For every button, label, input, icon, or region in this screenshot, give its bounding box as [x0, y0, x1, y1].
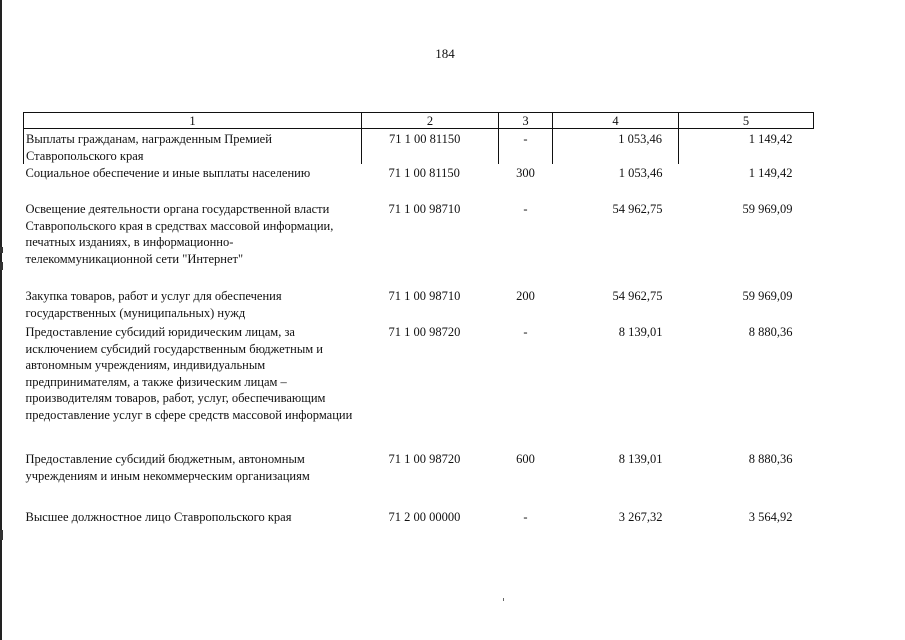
margin-tick [0, 262, 3, 270]
table-row [24, 324, 814, 451]
row-code: 71 1 00 98720 [388, 325, 461, 339]
table-row [24, 201, 814, 288]
row-name: Социальное обеспечение и иные выплаты населению [25, 166, 311, 180]
row-amount-col4: 54 962,75 [612, 289, 663, 303]
column-header: 5 [679, 113, 814, 129]
budget-table [23, 112, 814, 529]
row-amount-col4: 1 053,46 [618, 166, 663, 180]
row-amount-col5: 3 564,92 [748, 510, 793, 524]
row-name: Освещение деятельности органа государственной власти Ставропольского края в средствах массовой информации, печатных изданиях, в информационно-телекоммуникационной сети "Интернет" [25, 202, 334, 266]
left-margin-scan-line [0, 0, 2, 640]
row-amount-col5: 8 880,36 [748, 325, 793, 339]
row-name: Предоставление субсидий юридическим лицам, за исключением субсидий государственным бюджетным и автономным учреждениям, индивидуальным предпринимателям, а также физическим лицам – производителям товаров, работ, услуг, обеспечивающим предоставление услуг в сфере средств массовой информации [25, 325, 353, 422]
row-code: 71 1 00 98720 [388, 452, 461, 466]
row-code: 71 1 00 98710 [388, 202, 461, 216]
table-row [24, 164, 814, 201]
row-expense-type: 200 [516, 289, 535, 303]
column-header: 1 [24, 113, 362, 129]
table-row [24, 288, 814, 324]
row-name: Выплаты гражданам, награжденным Премией Ставропольского края [24, 129, 362, 165]
row-name: Закупка товаров, работ и услуг для обеспечения государственных (муниципальных) нужд [25, 289, 282, 320]
row-expense-type: 300 [516, 166, 535, 180]
column-header: 4 [553, 113, 679, 129]
scan-speck [503, 598, 504, 601]
table-row [24, 451, 814, 509]
table-row [24, 129, 814, 165]
column-header: 2 [362, 113, 499, 129]
row-expense-type: - [523, 202, 528, 216]
row-name: Высшее должностное лицо Ставропольского края [25, 510, 292, 524]
row-amount-col5: 59 969,09 [742, 289, 793, 303]
row-code: 71 1 00 81150 [362, 129, 499, 165]
row-amount-col4: 1 053,46 [553, 129, 679, 165]
row-amount-col4: 8 139,01 [618, 325, 663, 339]
row-amount-col4: 8 139,01 [618, 452, 663, 466]
row-code: 71 1 00 98710 [388, 289, 461, 303]
row-expense-type: - [499, 129, 553, 165]
row-expense-type: - [523, 510, 528, 524]
row-amount-col5: 8 880,36 [748, 452, 793, 466]
row-amount-col5: 1 149,42 [679, 129, 814, 165]
row-amount-col4: 54 962,75 [612, 202, 663, 216]
row-expense-type: - [523, 325, 528, 339]
row-amount-col5: 59 969,09 [742, 202, 793, 216]
column-header: 3 [499, 113, 553, 129]
page-number: 184 [435, 46, 455, 61]
margin-tick [0, 247, 3, 253]
table-header-row [24, 113, 814, 129]
row-amount-col4: 3 267,32 [618, 510, 663, 524]
margin-tick [0, 530, 3, 540]
row-code: 71 2 00 00000 [388, 510, 461, 524]
row-amount-col5: 1 149,42 [748, 166, 793, 180]
row-name: Предоставление субсидий бюджетным, автономным учреждениям и иным некоммерческим организациям [25, 452, 310, 483]
table-row [24, 509, 814, 529]
row-expense-type: 600 [516, 452, 535, 466]
row-code: 71 1 00 81150 [388, 166, 460, 180]
